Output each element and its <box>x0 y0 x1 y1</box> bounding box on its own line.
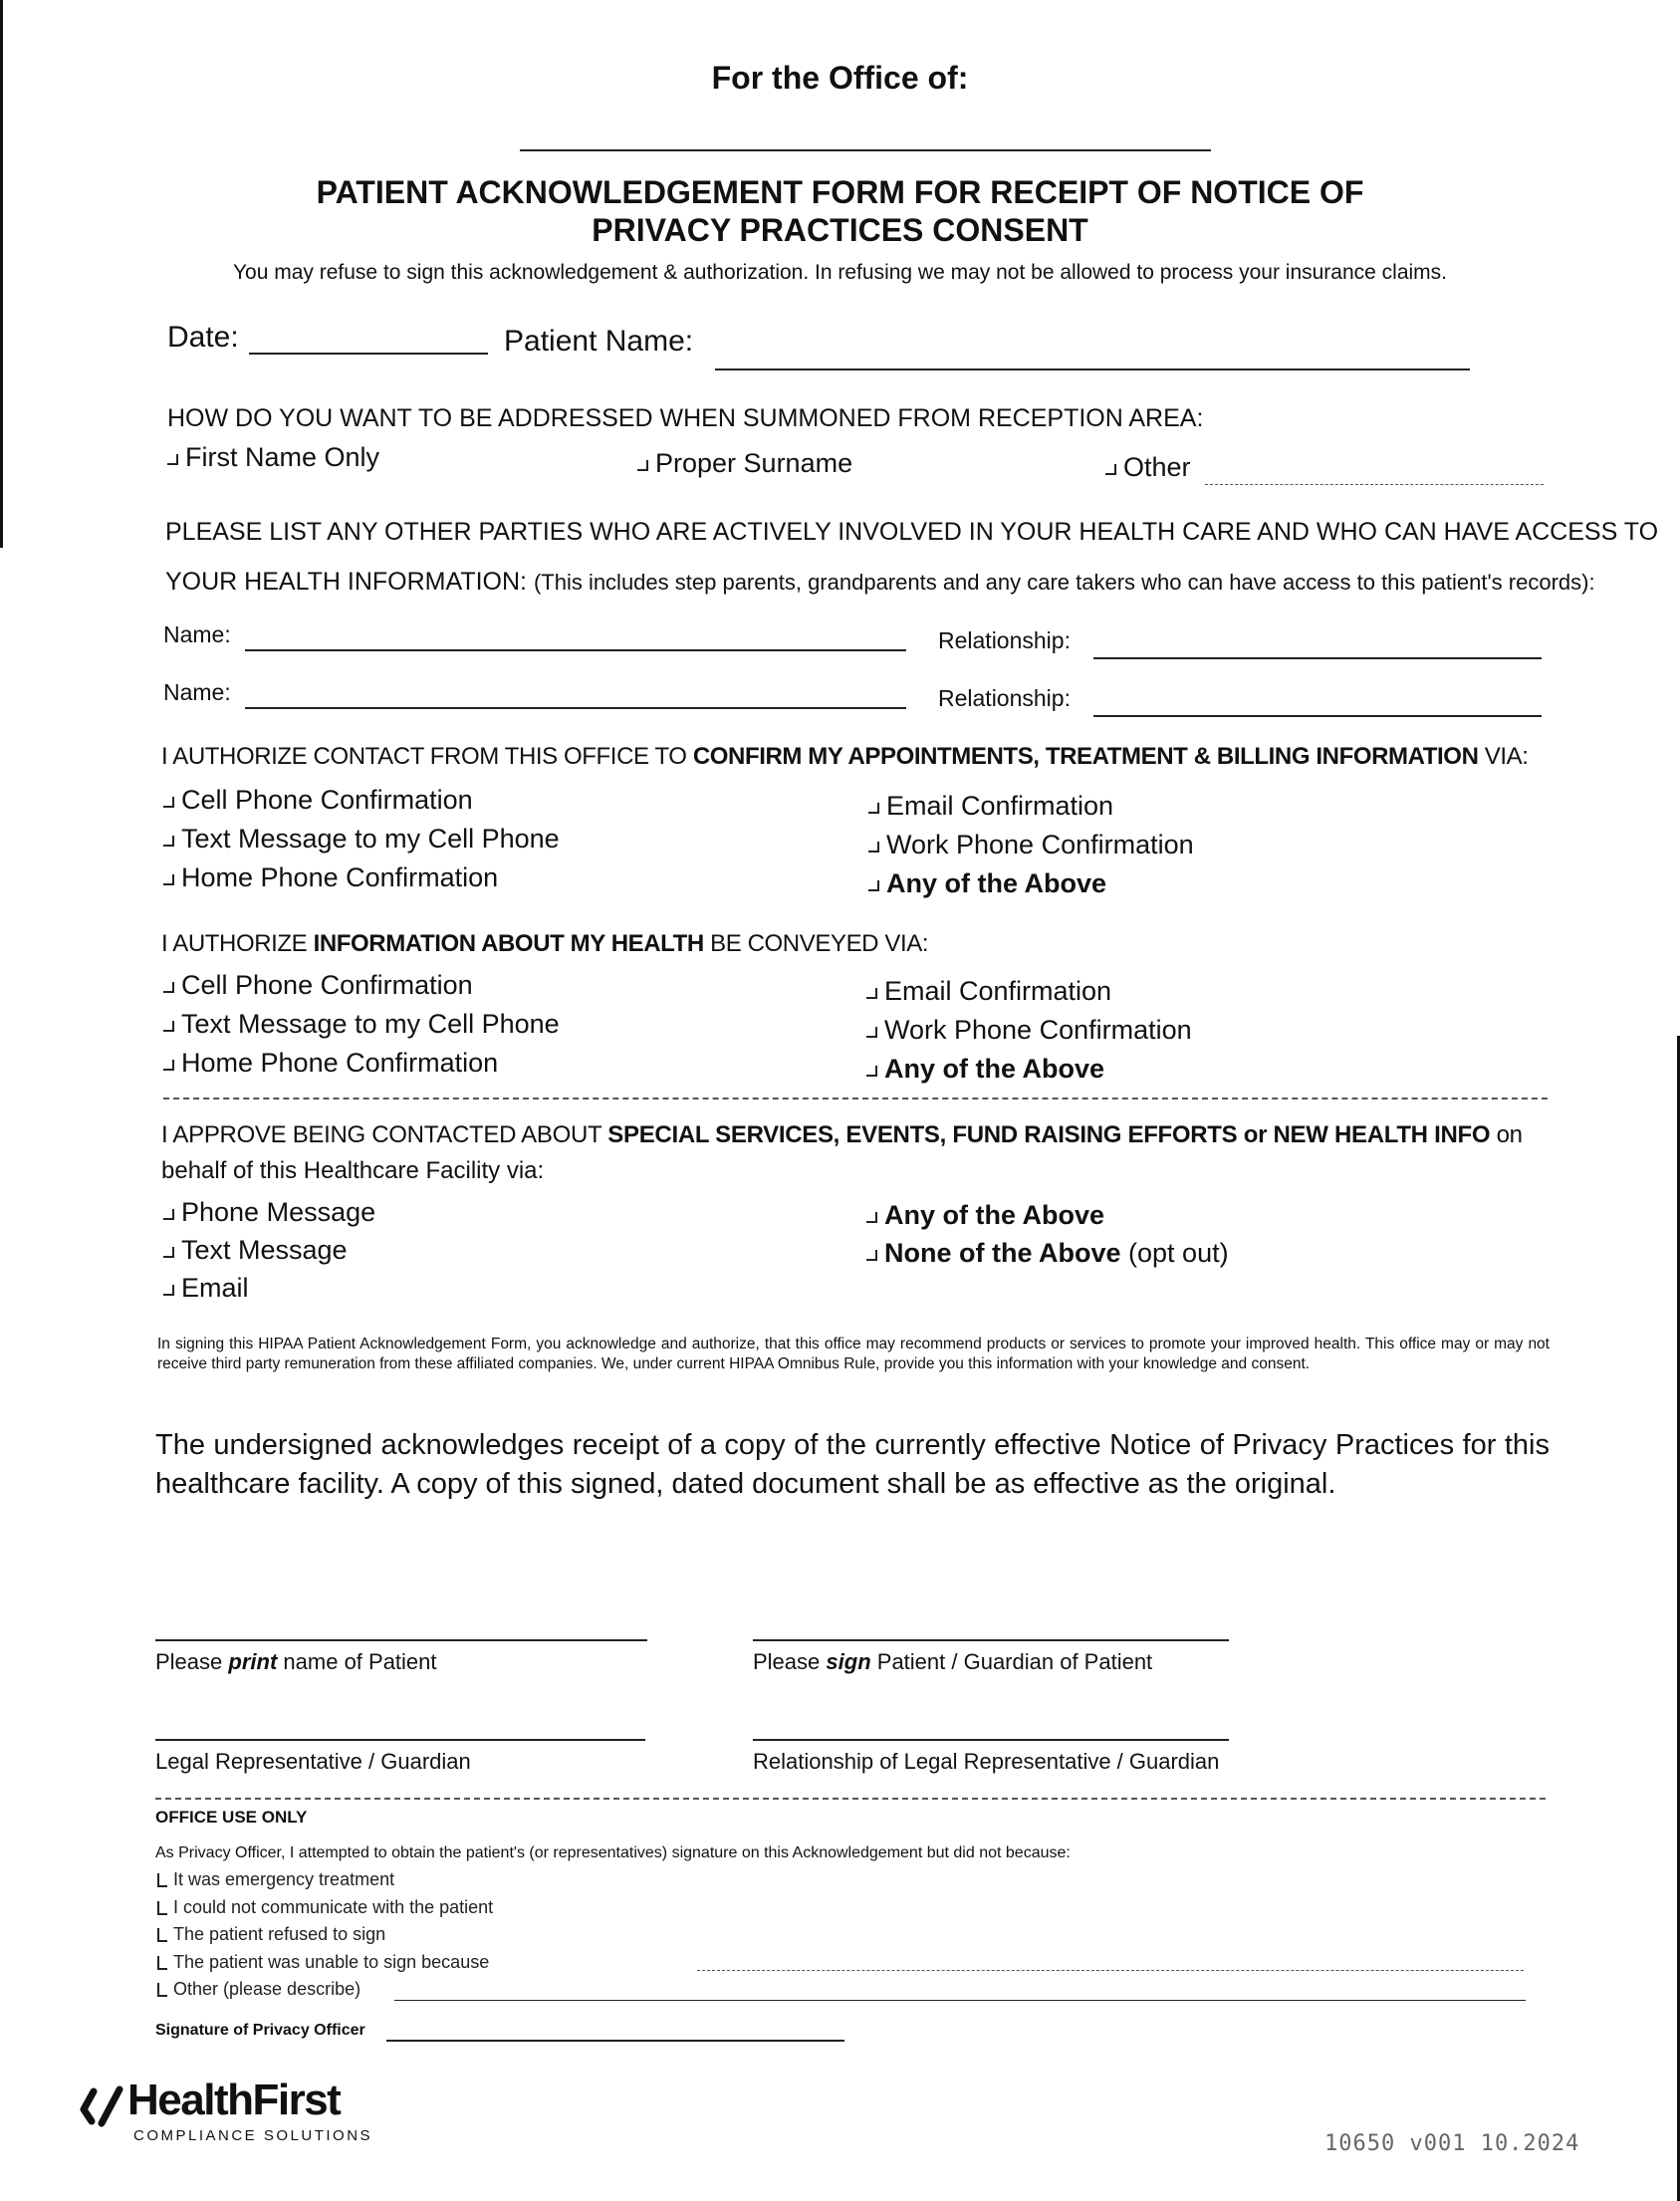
checkbox-icon[interactable] <box>163 1060 174 1071</box>
office-reason-refused[interactable]: The patient refused to sign <box>157 1924 385 1945</box>
checkbox-icon[interactable] <box>163 1247 174 1258</box>
patient-name-field[interactable] <box>715 368 1470 370</box>
contact-option-any[interactable]: Any of the Above <box>868 868 1106 899</box>
healthfirst-logo-subtitle: COMPLIANCE SOLUTIONS <box>133 2127 373 2144</box>
checkbox-icon[interactable] <box>866 1250 877 1261</box>
services-option-phone[interactable]: Phone Message <box>163 1197 375 1228</box>
party2-name-label: Name: <box>163 679 231 705</box>
health-option-any[interactable]: Any of the Above <box>866 1054 1104 1085</box>
services-option-any[interactable]: Any of the Above <box>866 1200 1104 1231</box>
legal-rep-field[interactable] <box>155 1739 645 1741</box>
party2-relationship-field[interactable] <box>1093 715 1542 717</box>
checkbox-icon[interactable] <box>637 460 648 471</box>
acknowledgement-text: The undersigned acknowledges receipt of a copy of the currently effective Notice of Privacy Practices for this healthcare facility. A copy of this signed, dated document shall be as effective as the original. <box>155 1429 1550 1500</box>
healthfirst-logo-icon <box>80 2083 127 2127</box>
form-number: 10650 v001 10.2024 <box>1324 2131 1580 2156</box>
party1-name-label: Name: <box>163 621 231 647</box>
checkbox-icon[interactable] <box>866 1027 877 1038</box>
legal-rep-relationship-label: Relationship of Legal Representative / Guardian <box>753 1749 1220 1774</box>
address-option-first-name[interactable]: First Name Only <box>167 442 379 473</box>
address-option-surname[interactable]: Proper Surname <box>637 448 852 479</box>
checkbox-icon[interactable] <box>868 803 879 814</box>
checkbox-icon[interactable] <box>157 1983 167 1997</box>
section-divider <box>163 1098 1548 1100</box>
party1-relationship-field[interactable] <box>1093 657 1542 659</box>
unable-reason-field[interactable] <box>697 1970 1524 1971</box>
services-option-none[interactable]: None of the Above (opt out) <box>866 1238 1229 1269</box>
health-option-cell[interactable]: Cell Phone Confirmation <box>163 970 473 1001</box>
legal-rep-relationship-field[interactable] <box>753 1739 1229 1741</box>
checkbox-icon[interactable] <box>157 1873 167 1887</box>
address-other-field[interactable] <box>1205 484 1544 485</box>
office-reason-unable[interactable]: The patient was unable to sign because <box>157 1952 489 1973</box>
checkbox-icon[interactable] <box>163 1021 174 1032</box>
date-field[interactable] <box>249 353 488 355</box>
health-option-email[interactable]: Email Confirmation <box>866 976 1111 1007</box>
contact-option-text[interactable]: Text Message to my Cell Phone <box>163 824 560 855</box>
date-label: Date: <box>167 321 239 354</box>
checkbox-icon[interactable] <box>163 797 174 808</box>
health-option-home[interactable]: Home Phone Confirmation <box>163 1048 498 1079</box>
health-heading: I AUTHORIZE INFORMATION ABOUT MY HEALTH BE CONVEYED VIA: <box>161 930 929 957</box>
healthfirst-logo-name: HealthFirst <box>127 2076 341 2124</box>
patient-name-label: Patient Name: <box>504 325 694 358</box>
office-use-heading: OFFICE USE ONLY <box>155 1808 308 1827</box>
checkbox-icon[interactable] <box>1105 464 1116 475</box>
privacy-officer-signature-field[interactable] <box>386 2040 844 2042</box>
checkbox-icon[interactable] <box>163 836 174 847</box>
health-option-work[interactable]: Work Phone Confirmation <box>866 1015 1192 1046</box>
services-option-email[interactable]: Email <box>163 1273 249 1304</box>
services-option-text[interactable]: Text Message <box>163 1235 348 1266</box>
checkbox-icon[interactable] <box>157 1928 167 1942</box>
hipaa-note: In signing this HIPAA Patient Acknowledgement Form, you acknowledge and authorize, that this office may recommend products or services to promote your improved health. This office may or may not receive third party remuneration from these affiliated companies. We, under current HIPAA Omnibus Rule, provide you this information with your knowledge and consent. <box>157 1336 1550 1372</box>
checkbox-icon[interactable] <box>868 842 879 853</box>
privacy-officer-signature-label: Signature of Privacy Officer <box>155 2022 365 2039</box>
party1-relationship-label: Relationship: <box>938 627 1071 653</box>
checkbox-icon[interactable] <box>866 1066 877 1077</box>
parties-question-line2: YOUR HEALTH INFORMATION: (This includes step parents, grandparents and any care takers who can have access to this patient's records): <box>165 568 1595 596</box>
checkbox-icon[interactable] <box>866 988 877 999</box>
checkbox-icon[interactable] <box>163 982 174 993</box>
checkbox-icon[interactable] <box>866 1212 877 1223</box>
form-title <box>0 173 1680 249</box>
contact-option-work[interactable]: Work Phone Confirmation <box>868 830 1194 860</box>
party1-name-field[interactable] <box>245 649 906 651</box>
contact-option-home[interactable]: Home Phone Confirmation <box>163 862 498 893</box>
office-reason-other[interactable]: Other (please describe) <box>157 1979 360 2000</box>
office-use-intro: As Privacy Officer, I attempted to obtain the patient's (or representatives) signature on this Acknowledgement but did not because: <box>155 1844 1071 1861</box>
refuse-note: You may refuse to sign this acknowledgement & authorization. In refusing we may not be allowed to process your insurance claims. <box>232 261 1448 284</box>
form-title-line1: PATIENT ACKNOWLEDGEMENT FORM FOR RECEIPT OF NOTICE OF <box>316 174 1364 210</box>
contact-heading: I AUTHORIZE CONTACT FROM THIS OFFICE TO CONFIRM MY APPOINTMENTS, TREATMENT & BILLING INFORMATION VIA: <box>161 743 1529 770</box>
parties-question-line1: PLEASE LIST ANY OTHER PARTIES WHO ARE ACTIVELY INVOLVED IN YOUR HEALTH CARE AND WHO CAN HAVE ACCESS TO <box>165 518 1659 546</box>
checkbox-icon[interactable] <box>163 1209 174 1220</box>
legal-rep-label: Legal Representative / Guardian <box>155 1749 471 1774</box>
addressed-question: HOW DO YOU WANT TO BE ADDRESSED WHEN SUMMONED FROM RECEPTION AREA: <box>167 404 1204 432</box>
office-reason-communicate[interactable]: I could not communicate with the patient <box>157 1897 493 1918</box>
checkbox-icon[interactable] <box>157 1901 167 1915</box>
checkbox-icon[interactable] <box>157 1956 167 1970</box>
party2-relationship-label: Relationship: <box>938 685 1071 711</box>
party2-name-field[interactable] <box>245 707 906 709</box>
health-option-text[interactable]: Text Message to my Cell Phone <box>163 1009 560 1040</box>
form-title-line2: PRIVACY PRACTICES CONSENT <box>592 212 1088 248</box>
office-divider <box>155 1798 1546 1800</box>
other-reason-field[interactable] <box>394 2000 1526 2001</box>
print-name-label: Please print name of Patient <box>155 1649 437 1674</box>
checkbox-icon[interactable] <box>167 454 178 465</box>
contact-option-email[interactable]: Email Confirmation <box>868 791 1113 822</box>
signature-label: Please sign Patient / Guardian of Patient <box>753 1649 1153 1674</box>
address-option-other[interactable]: Other <box>1105 452 1191 483</box>
contact-option-cell[interactable]: Cell Phone Confirmation <box>163 785 473 816</box>
checkbox-icon[interactable] <box>163 874 174 885</box>
signature-field[interactable] <box>753 1639 1229 1641</box>
checkbox-icon[interactable] <box>163 1285 174 1296</box>
office-reason-emergency[interactable]: It was emergency treatment <box>157 1869 394 1890</box>
print-name-field[interactable] <box>155 1639 647 1641</box>
checkbox-icon[interactable] <box>868 880 879 891</box>
office-name-field[interactable] <box>520 149 1211 151</box>
services-heading-line2: behalf of this Healthcare Facility via: <box>161 1157 545 1184</box>
office-of-label: For the Office of: <box>711 60 969 96</box>
services-heading: I APPROVE BEING CONTACTED ABOUT SPECIAL SERVICES, EVENTS, FUND RAISING EFFORTS or NEW HEALTH INFO on <box>161 1121 1523 1148</box>
